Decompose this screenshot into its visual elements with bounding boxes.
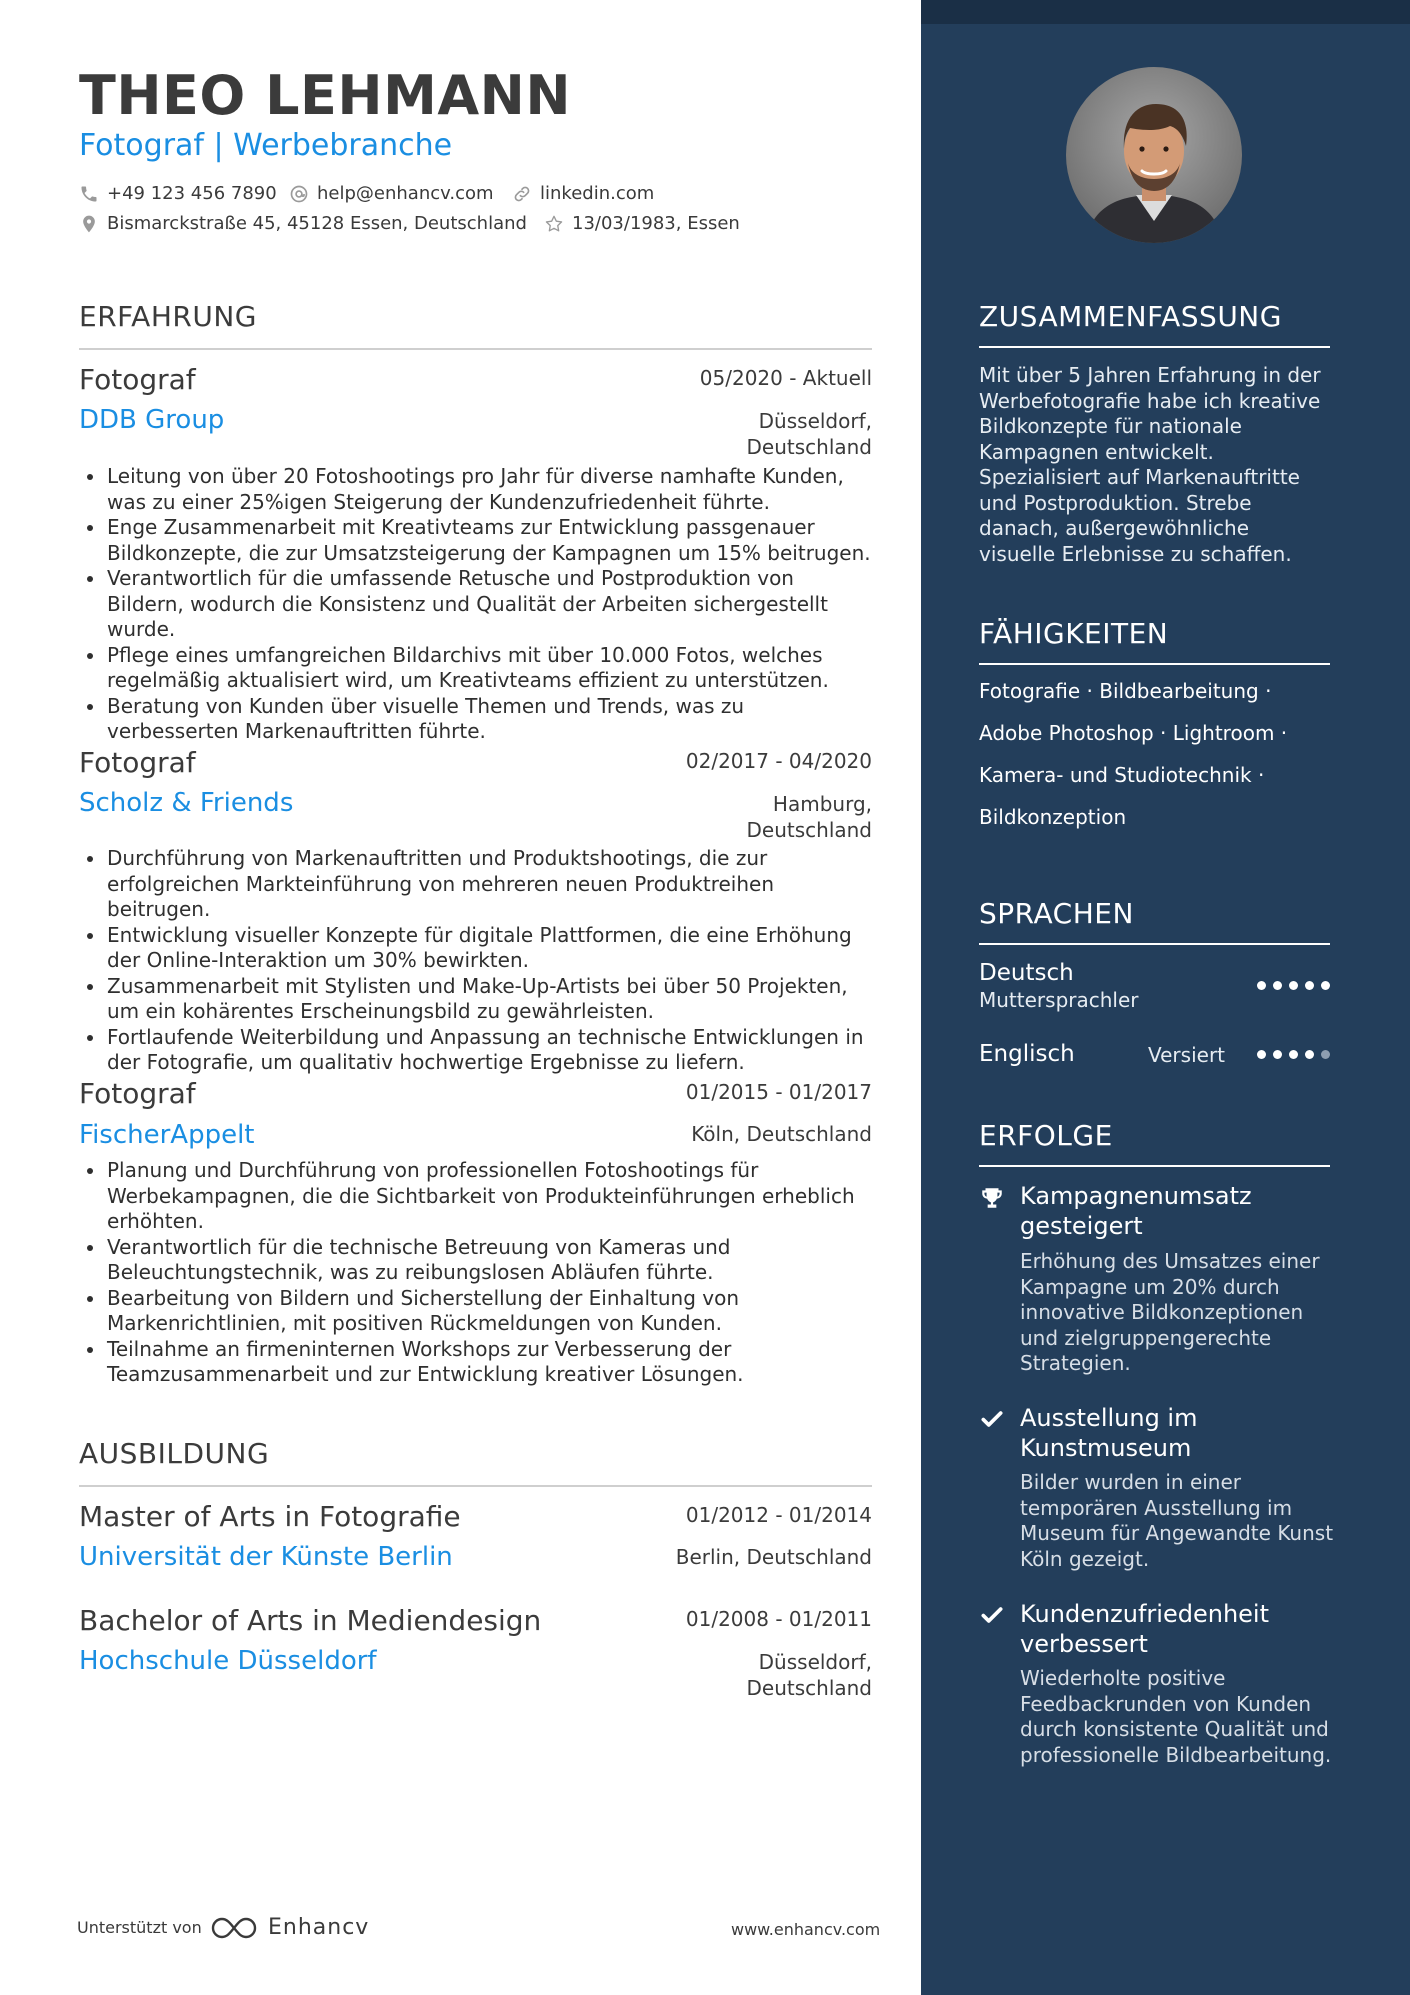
- list-item: Durchführung von Markenauftritten und Produktshootings, die zur erfolgreichen Markteinführung von mehreren neuen Produktreihen beitrugen.: [107, 846, 872, 923]
- job-role: Fotograf: [79, 1077, 196, 1110]
- language-name: Deutsch: [979, 960, 1074, 986]
- footer-url[interactable]: www.enhancv.com: [731, 1920, 881, 1939]
- list-item: Teilnahme an firmeninternen Workshops zur Verbesserung der Teamzusammenarbeit und zur Entwicklung kreativer Lösungen.: [107, 1337, 872, 1388]
- contact-address: [79, 212, 527, 236]
- candidate-title: Fotograf | Werbebranche: [79, 128, 453, 163]
- list-item: Bearbeitung von Bildern und Sicherstellung der Einhaltung von Markenrichtlinien, mit positiven Rückmeldungen von Kunden.: [107, 1286, 872, 1337]
- language-level: Muttersprachler: [979, 988, 1139, 1012]
- rating-dot: [1305, 1050, 1314, 1059]
- skill-line: Bildkonzeption: [979, 805, 1127, 829]
- list-item: Enge Zusammenarbeit mit Kreativteams zur Entwicklung passgenauer Bildkonzepte, die zur Umsatzsteigerung der Kampagnen um 15% beitrugen.: [107, 515, 871, 565]
- check-icon: [979, 1406, 1005, 1432]
- achievements-heading: ERFOLGE: [979, 1119, 1330, 1167]
- achievement-text: Erhöhung des Umsatzes einer Kampagne um 20% durch innovative Bildkonzeptionen und zielgruppengerechte Strategien.: [1020, 1249, 1320, 1375]
- languages-heading: SPRACHEN: [979, 897, 1330, 945]
- summary-text: Mit über 5 Jahren Erfahrung in der Werbefotografie habe ich kreative Bildkonzepte für nationale Kampagnen entwickelt. Spezialisiert auf Markenauftritte und Postproduktion. Strebe danach, außergewöhnliche visuelle Erlebnisse zu schaffen.: [979, 363, 1321, 566]
- address-text: Bismarckstraße 45, 45128 Essen, Deutschland: [107, 213, 527, 234]
- location-pin-icon: [79, 214, 99, 234]
- list-item: Fortlaufende Weiterbildung und Anpassung an technische Entwicklungen in der Fotografie, um qualitativ hochwertige Ergebnisse zu liefern.: [107, 1025, 872, 1076]
- language-rating: [1257, 1050, 1331, 1060]
- company-name[interactable]: FischerAppelt: [79, 1120, 255, 1150]
- rating-dot: [1305, 981, 1314, 990]
- contact-birth: [544, 212, 740, 236]
- job-bullets: [79, 846, 872, 1076]
- rating-dot: [1273, 981, 1282, 990]
- list-item: Verantwortlich für die technische Betreuung von Kameras und Beleuchtungstechnik, was zu reibungslosen Abläufen führte.: [107, 1235, 872, 1286]
- summary-heading: ZUSAMMENFASSUNG: [979, 300, 1330, 348]
- achievement-title: Kampagnenumsatz gesteigert: [1020, 1182, 1252, 1240]
- candidate-name: THEO LEHMANN: [79, 64, 572, 127]
- list-item: Verantwortlich für die umfassende Retusche und Postproduktion von Bildern, wodurch die Konsistenz und Qualität der Arbeiten sichergestellt wurde.: [107, 566, 872, 643]
- birth-text: 13/03/1983, Essen: [572, 213, 740, 234]
- company-name[interactable]: Scholz & Friends: [79, 788, 294, 818]
- star-icon: [544, 214, 564, 234]
- rating-dot: [1257, 1050, 1266, 1059]
- job-dates: 05/2020 - Aktuell: [699, 366, 872, 390]
- education-dates: 01/2008 - 01/2011: [685, 1607, 872, 1631]
- at-icon: [289, 184, 309, 204]
- list-item: Zusammenarbeit mit Stylisten und Make-Up-Artists bei über 50 Projekten, um ein kohärentes Erscheinungsbild zu gewährleisten.: [107, 974, 872, 1025]
- link-text[interactable]: linkedin.com: [540, 183, 655, 204]
- achievement-title: Ausstellung im Kunstmuseum: [1020, 1404, 1198, 1462]
- education-dates: 01/2012 - 01/2014: [685, 1503, 872, 1527]
- degree-name: Master of Arts in Fotografie: [79, 1500, 461, 1533]
- list-item: Entwicklung visueller Konzepte für digitale Plattformen, die eine Erhöhung der Online-Interaktion um 30% bewirkten.: [107, 923, 872, 974]
- sidebar-top-bar: [921, 0, 1410, 24]
- degree-name: Bachelor of Arts in Mediendesign: [79, 1604, 542, 1637]
- school-name[interactable]: Universität der Künste Berlin: [79, 1542, 453, 1572]
- list-item: Leitung von über 20 Fotoshootings pro Jahr für diverse namhafte Kunden, was zu einer 25%igen Steigerung der Kundenzufriedenheit führte.: [107, 464, 872, 515]
- job-location: Köln, Deutschland: [691, 1122, 872, 1146]
- skill-line: Adobe Photoshop · Lightroom ·: [979, 721, 1288, 745]
- job-dates: 02/2017 - 04/2020: [685, 749, 872, 773]
- check-icon: [979, 1602, 1005, 1628]
- school-name[interactable]: Hochschule Düsseldorf: [79, 1646, 377, 1676]
- job-location: Hamburg, Deutschland: [746, 792, 872, 842]
- achievement-text: Bilder wurden in einer temporären Ausstellung im Museum für Angewandte Kunst Köln gezeigt.: [1020, 1470, 1334, 1571]
- rating-dot: [1321, 981, 1330, 990]
- sidebar: [921, 0, 1410, 1995]
- contact-link[interactable]: [512, 182, 654, 206]
- education-location: Düsseldorf, Deutschland: [746, 1650, 872, 1700]
- education-heading: AUSBILDUNG: [79, 1437, 872, 1487]
- rating-dot: [1289, 981, 1298, 990]
- email-text[interactable]: help@enhancv.com: [317, 183, 494, 204]
- achievement-title: Kundenzufriedenheit verbessert: [1020, 1600, 1269, 1658]
- language-rating: [1257, 981, 1331, 991]
- job-role: Fotograf: [79, 363, 196, 396]
- rating-dot: [1273, 1050, 1282, 1059]
- education-location: Berlin, Deutschland: [675, 1545, 872, 1569]
- job-dates: 01/2015 - 01/2017: [685, 1080, 872, 1104]
- language-name: Englisch: [979, 1041, 1075, 1067]
- contact-email[interactable]: [289, 182, 494, 206]
- link-icon: [512, 184, 532, 204]
- job-bullets: [79, 464, 872, 745]
- job-role: Fotograf: [79, 746, 196, 779]
- language-level: Versiert: [1148, 1043, 1226, 1067]
- skills-heading: FÄHIGKEITEN: [979, 617, 1330, 665]
- skill-line: Kamera- und Studiotechnik ·: [979, 763, 1265, 787]
- rating-dot: [1257, 981, 1266, 990]
- list-item: Planung und Durchführung von professionellen Fotoshootings für Werbekampagnen, die die Sichtbarkeit von Produkteinführungen erheblich erhöhten.: [107, 1158, 872, 1235]
- enhancv-logo-icon: [210, 1913, 258, 1943]
- rating-dot: [1289, 1050, 1298, 1059]
- company-name[interactable]: DDB Group: [79, 405, 225, 435]
- contact-phone: [79, 182, 277, 206]
- footer-brand: Enhancv: [268, 1915, 370, 1940]
- list-item: Pflege eines umfangreichen Bildarchivs mit über 10.000 Fotos, welches regelmäßig aktualisiert wird, um Kreativteams effizient zu unterstützen.: [107, 643, 872, 694]
- footer-powered-by: Unterstützt von: [77, 1918, 202, 1937]
- job-bullets: [79, 1158, 872, 1388]
- list-item: Beratung von Kunden über visuelle Themen und Trends, was zu verbesserten Markenauftritten führte.: [107, 694, 872, 745]
- phone-text: +49 123 456 7890: [107, 183, 277, 204]
- trophy-icon: [979, 1185, 1005, 1211]
- phone-icon: [79, 184, 99, 204]
- rating-dot: [1321, 1050, 1330, 1059]
- achievement-text: Wiederholte positive Feedbackrunden von Kunden durch konsistente Qualität und professionelle Bildbearbeitung.: [1020, 1666, 1332, 1767]
- profile-photo: [1066, 67, 1242, 243]
- job-location: Düsseldorf, Deutschland: [746, 409, 872, 459]
- experience-heading: ERFAHRUNG: [79, 300, 872, 350]
- skill-line: Fotografie · Bildbearbeitung ·: [979, 679, 1272, 703]
